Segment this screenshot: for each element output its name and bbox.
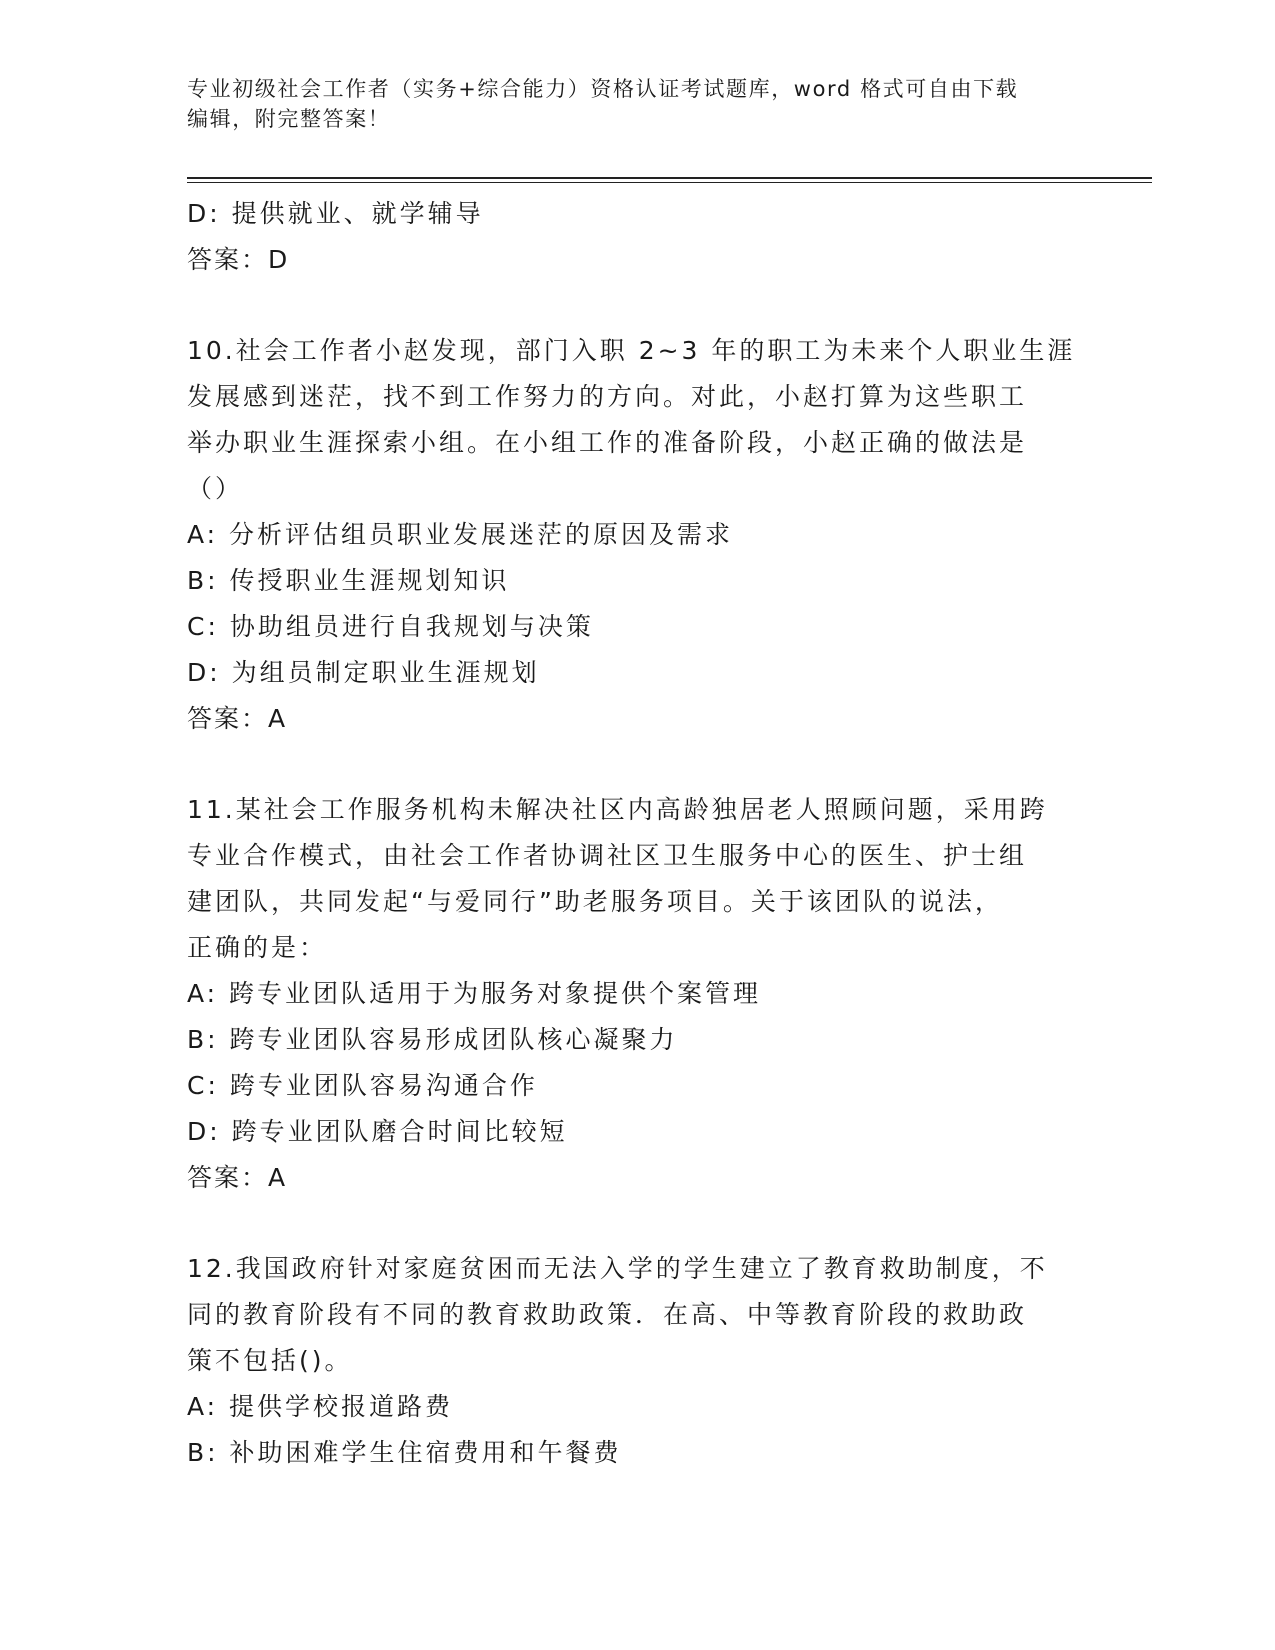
question-text-line: 10.社会工作者小赵发现，部门入职 2~3 年的职工为未来个人职业生涯 — [187, 336, 1076, 365]
option-d: D: 提供就业、就学辅导 — [187, 199, 484, 228]
option-c: C: 跨专业团队容易沟通合作 — [187, 1071, 538, 1100]
option-b: B: 传授职业生涯规划知识 — [187, 566, 510, 595]
question-12 — [187, 1246, 1087, 1476]
option-a: A: 跨专业团队适用于为服务对象提供个案管理 — [187, 979, 762, 1008]
spacer — [187, 1201, 1087, 1246]
question-10 — [187, 328, 1087, 742]
question-text-line: 同的教育阶段有不同的教育救助政策．在高、中等教育阶段的救助政 — [187, 1300, 1028, 1329]
question-11 — [187, 787, 1087, 1201]
question-text-line: 策不包括()。 — [187, 1346, 353, 1375]
question-text-line: 12.我国政府针对家庭贫困而无法入学的学生建立了教育救助制度，不 — [187, 1254, 1048, 1283]
question-text-line: 正确的是： — [187, 933, 328, 962]
option-c: C: 协助组员进行自我规划与决策 — [187, 612, 594, 641]
answer-line: 答案：D — [187, 245, 290, 274]
question-text-line: 建团队，共同发起“与爱同行”助老服务项目。关于该团队的说法， — [187, 887, 1003, 916]
question-text-line: 11.某社会工作服务机构未解决社区内高龄独居老人照顾问题，采用跨 — [187, 795, 1048, 824]
question-text-line: 发展感到迷茫，找不到工作努力的方向。对此，小赵打算为这些职工 — [187, 382, 1028, 411]
header-line-1: 专业初级社会工作者（实务+综合能力）资格认证考试题库，word 格式可自由下载 — [187, 77, 1019, 101]
answer-line: 答案：A — [187, 1163, 288, 1192]
option-b: B: 跨专业团队容易形成团队核心凝聚力 — [187, 1025, 678, 1054]
page-header — [187, 74, 1087, 134]
question-text-line: 举办职业生涯探索小组。在小组工作的准备阶段，小赵正确的做法是 — [187, 428, 1028, 457]
header-divider-thick — [187, 177, 1152, 179]
option-b: B: 补助困难学生住宿费用和午餐费 — [187, 1438, 622, 1467]
option-d: D: 跨专业团队磨合时间比较短 — [187, 1117, 568, 1146]
option-a: A: 提供学校报道路费 — [187, 1392, 454, 1421]
question-content — [187, 191, 1087, 1476]
header-divider-thin — [187, 182, 1152, 183]
spacer — [187, 283, 1087, 328]
header-line-2: 编辑，附完整答案！ — [187, 107, 391, 131]
question-9-tail — [187, 191, 1087, 283]
question-text-line: （） — [187, 474, 244, 503]
option-d: D: 为组员制定职业生涯规划 — [187, 658, 540, 687]
answer-line: 答案：A — [187, 704, 288, 733]
spacer — [187, 742, 1087, 787]
option-a: A: 分析评估组员职业发展迷茫的原因及需求 — [187, 520, 734, 549]
question-text-line: 专业合作模式，由社会工作者协调社区卫生服务中心的医生、护士组 — [187, 841, 1028, 870]
